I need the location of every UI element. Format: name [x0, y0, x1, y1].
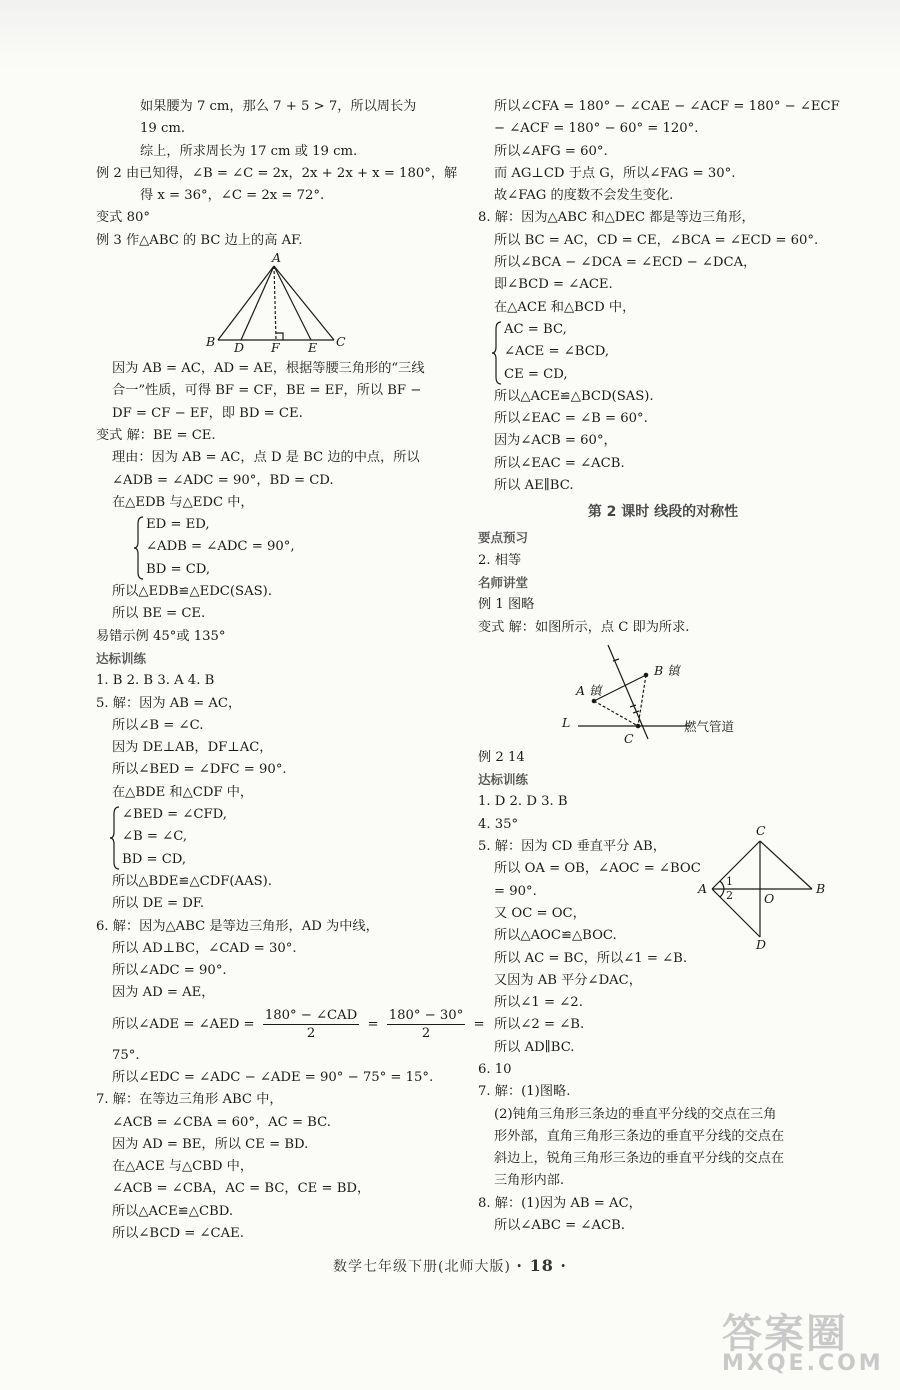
brace-icon	[134, 516, 144, 580]
text-line: 所以∠BCA − ∠DCA = ∠ECD − ∠DCA，	[494, 255, 757, 271]
text-line: ∠ADB = ∠ADC = 90°，BD = CD.	[112, 472, 334, 488]
text-line: 理由：因为 AB = AC，点 D 是 BC 边的中点，所以	[112, 450, 420, 466]
text-line: 形外部，直角三角形三条边的垂直平分线的交点在	[494, 1128, 785, 1144]
text-line: 而 AG⊥CD 于点 G，所以∠FAG = 30°.	[494, 165, 736, 181]
brace-lines	[146, 514, 458, 581]
angle-1-label: 1	[726, 875, 733, 889]
label-b: B	[816, 881, 826, 897]
text-line: 变式 解：如图所示，点 C 即为所求.	[478, 619, 690, 635]
text-line: 得 x = 36°，∠C = 2x = 72°.	[140, 188, 325, 204]
text-line: 所以 AD⊥BC，∠CAD = 30°.	[112, 940, 297, 956]
text-line: 所以∠ABC = ∠ACB.	[494, 1218, 625, 1234]
text-line: 1. B 2. B 3. A 4. B	[96, 673, 215, 689]
text-line: ∠ADB = ∠ADC = 90°,	[146, 539, 295, 555]
text-line: 所以△ACE≌△CBD.	[112, 1203, 234, 1219]
exercise-area	[478, 791, 848, 1237]
text-line: BD = CD,	[146, 561, 211, 577]
label-f: F	[271, 340, 280, 356]
condition-brace-3	[490, 319, 848, 386]
numerator-1: 180° − ∠CAD	[264, 1007, 358, 1023]
text-line: 即∠BCD = ∠ACE.	[494, 277, 613, 293]
right-block-c	[478, 747, 848, 769]
text-line: 5. 解：因为 CD 垂直平分 AB，	[478, 839, 666, 855]
text-line: 4. 35°	[478, 816, 519, 832]
text-line: 2. 相等	[478, 552, 522, 568]
numerator-2: 180° − 30°	[388, 1007, 464, 1023]
text-line: 所以 BC = AC，CD = CE，∠BCA = ∠ECD = 60°.	[494, 232, 819, 248]
figure-kite	[684, 823, 834, 956]
label-c: C	[624, 730, 634, 746]
text-line: 在△BDE 和△CDF 中，	[112, 784, 254, 800]
watermark-logo	[722, 1302, 882, 1380]
text-line: 所以∠B = ∠C.	[112, 717, 204, 733]
text-line: 所以△EDB≌△EDC(SAS).	[112, 584, 272, 600]
text-line: 变式 解：BE = CE.	[96, 427, 216, 443]
angle-2-label: 2	[726, 889, 733, 903]
brace-icon	[110, 806, 120, 870]
label-c: C	[336, 334, 346, 350]
label-d: D	[756, 937, 767, 953]
lesson-title: 第 2 课时 线段的对称性	[587, 504, 739, 521]
text-line: 因为 DE⊥AB，DF⊥AC，	[112, 740, 273, 756]
text-line: 所以△AOC≌△BOC.	[494, 928, 617, 944]
section-heading: 达标训练	[478, 772, 529, 788]
figure-isosceles-triangle	[96, 250, 458, 356]
text-line: 1. D 2. D 3. B	[478, 794, 568, 810]
label-a-town: A 镇	[576, 682, 602, 698]
text-line: 所以∠AFG = 60°.	[494, 143, 608, 159]
condition-brace-2	[108, 804, 458, 871]
text-line: 合一”性质，可得 BF = CF，BE = EF，所以 BF −	[112, 383, 422, 399]
label-pipe: 燃气管道	[684, 718, 735, 734]
text-line: AC = BC,	[504, 321, 567, 337]
text-line: 5. 解：因为 AB = AC，	[96, 695, 242, 711]
figure-pipeline	[478, 639, 848, 747]
label-e: E	[308, 340, 318, 356]
text-line: 6. 解：因为△ABC 是等边三角形，AD 为中线，	[96, 918, 379, 934]
left-column	[96, 96, 485, 1245]
text-line: ∠BED = ∠CFD,	[122, 807, 227, 823]
left-block-2	[96, 358, 458, 514]
text-line: 75°.	[112, 1047, 140, 1063]
text-line: 19 cm.	[140, 121, 186, 137]
text-line: 7. 解：(1)图略.	[478, 1084, 571, 1100]
text-line: 三角形内部.	[494, 1173, 565, 1189]
triangle-abc-diagram	[96, 254, 458, 354]
text-line: BD = CD,	[122, 851, 187, 867]
right-block-a	[478, 550, 848, 572]
text-line: 所以∠2 = ∠B.	[494, 1017, 585, 1033]
text-line: 所以∠EAC = ∠B = 60°.	[494, 411, 648, 427]
brace-icon	[492, 321, 502, 385]
frac-prefix: 所以∠ADE = ∠AED =	[112, 1016, 255, 1032]
text-line: − ∠ACF = 180° − 60° = 120°.	[494, 121, 699, 137]
section-heading: 达标训练	[96, 650, 147, 666]
text-line: ∠ACE = ∠BCD,	[504, 344, 610, 360]
text-line: 综上，所求周长为 17 cm 或 19 cm.	[140, 143, 358, 159]
text-line: 在△ACE 与△CBD 中，	[112, 1159, 254, 1175]
text-line: 所以△ACE≌△BCD(SAS).	[494, 388, 654, 404]
text-line: 7. 解：在等边三角形 ABC 中，	[96, 1092, 283, 1108]
label-d: D	[234, 340, 245, 356]
fraction-line	[96, 1005, 485, 1045]
text-line: 因为 AD = BE，所以 CE = BD.	[112, 1136, 309, 1152]
label-b: B	[206, 334, 216, 350]
section-heading: 名师讲堂	[478, 574, 529, 590]
label-c: C	[756, 823, 766, 839]
watermark-text: 答案圈	[722, 1311, 848, 1357]
fraction-2	[387, 1007, 466, 1042]
text-line: 因为∠ACB = 60°，	[494, 433, 617, 449]
left-block-6	[96, 1045, 458, 1246]
left-block-3	[96, 581, 458, 648]
left-block-5	[96, 871, 458, 1005]
text-line: 所以 DE = DF.	[112, 896, 205, 912]
text-line: 6. 10	[478, 1061, 512, 1077]
text-line: 斜边上，锐角三角形三条边的垂直平分线的交点在	[494, 1151, 785, 1167]
brace-lines	[122, 804, 458, 871]
frac-equals: =	[367, 1016, 379, 1032]
label-o: O	[764, 891, 775, 907]
text-line: 所以 AD∥BC.	[494, 1039, 575, 1055]
text-line: 8. 解：因为△ABC 和△DEC 都是等边三角形，	[478, 210, 755, 226]
text-line: (2)钝角三角形三条边的垂直平分线的交点在三角	[494, 1106, 777, 1122]
text-line: 因为 AD = AE，	[112, 985, 215, 1001]
label-a: A	[698, 881, 708, 897]
text-line: 故∠FAG 的度数不会发生变化.	[494, 188, 674, 204]
text-line: ∠B = ∠C,	[122, 829, 188, 845]
page-number: · 18 ·	[516, 1256, 567, 1275]
text-line: 变式 80°	[96, 210, 150, 226]
text-line: 所以∠BED = ∠DFC = 90°.	[112, 762, 287, 778]
fraction-1	[263, 1007, 359, 1042]
text-line: 又 OC = OC，	[494, 905, 586, 921]
text-line: 所以 AC = BC，所以∠1 = ∠B.	[494, 950, 688, 966]
condition-brace-1	[132, 514, 458, 581]
text-line: 在△ACE 和△BCD 中，	[494, 299, 636, 315]
text-line: 所以∠ADC = 90°.	[112, 963, 227, 979]
watermark-url: MXQE.COM	[722, 1351, 884, 1376]
text-line: DF = CF − EF，即 BD = CE.	[112, 405, 303, 421]
text-line: 所以 BE = CE.	[112, 606, 206, 622]
text-line: ED = ED,	[146, 517, 210, 533]
pipeline-diagram	[478, 639, 848, 747]
section-heading: 要点预习	[478, 530, 529, 546]
footer-book-title: 数学七年级下册(北师大版)	[333, 1259, 511, 1275]
text-line: 例 2 由已知得，∠B = ∠C = 2x，2x + 2x + x = 180°，解	[96, 165, 458, 181]
text-line: 例 3 作△ABC 的 BC 边上的高 AF.	[96, 232, 303, 248]
left-block-1	[96, 96, 458, 252]
text-line: ∠ACB = ∠CBA = 60°，AC = BC.	[112, 1114, 331, 1130]
text-line: 8. 解：(1)因为 AB = AC，	[478, 1195, 642, 1211]
text-line: 又因为 AB 平分∠DAC，	[494, 972, 642, 988]
denominator-1: 2	[306, 1025, 316, 1041]
text-line: 在△EDB 与△EDC 中，	[112, 494, 254, 510]
text-line: 所以∠EAC = ∠ACB.	[494, 455, 625, 471]
text-line: 如果腰为 7 cm，那么 7 + 5 > 7，所以周长为	[140, 99, 417, 114]
right-block-b	[478, 594, 848, 639]
text-line: 所以∠EDC = ∠ADC − ∠ADE = 90° − 75° = 15°.	[112, 1069, 434, 1085]
scan-shadow	[0, 0, 900, 70]
page-footer	[0, 1256, 900, 1276]
left-block-4	[96, 670, 458, 804]
text-line: ∠ACB = ∠CBA，AC = BC，CE = BD，	[112, 1181, 371, 1197]
text-line: = 90°.	[494, 883, 537, 899]
text-line: 所以∠CFA = 180° − ∠CAE − ∠ACF = 180° − ∠ECF	[494, 99, 840, 114]
text-line: 所以∠1 = ∠2.	[494, 995, 583, 1011]
frac-suffix: =	[473, 1016, 485, 1032]
brace-lines	[504, 319, 848, 386]
text-line: 所以△BDE≌△CDF(AAS).	[112, 873, 272, 889]
right-block-2	[478, 386, 848, 497]
text-line: 所以∠BCD = ∠CAE.	[112, 1226, 244, 1242]
text-line: 例 1 图略	[478, 597, 535, 613]
text-line: 易错示例 45°或 135°	[96, 628, 226, 644]
label-l: L	[562, 714, 571, 730]
label-a: A	[272, 250, 282, 266]
text-line: 所以 AE∥BC.	[494, 478, 574, 494]
text-line: 所以 OA = OB，∠AOC = ∠BOC	[494, 861, 701, 877]
right-column	[478, 96, 848, 1237]
text-line: 因为 AB = AC，AD = AE，根据等腰三角形的“三线	[112, 361, 425, 377]
right-block-1	[478, 96, 848, 319]
text-line: 例 2 14	[478, 749, 525, 765]
denominator-2: 2	[421, 1025, 431, 1041]
label-b-town: B 镇	[654, 662, 680, 678]
text-line: CE = CD,	[504, 366, 568, 382]
